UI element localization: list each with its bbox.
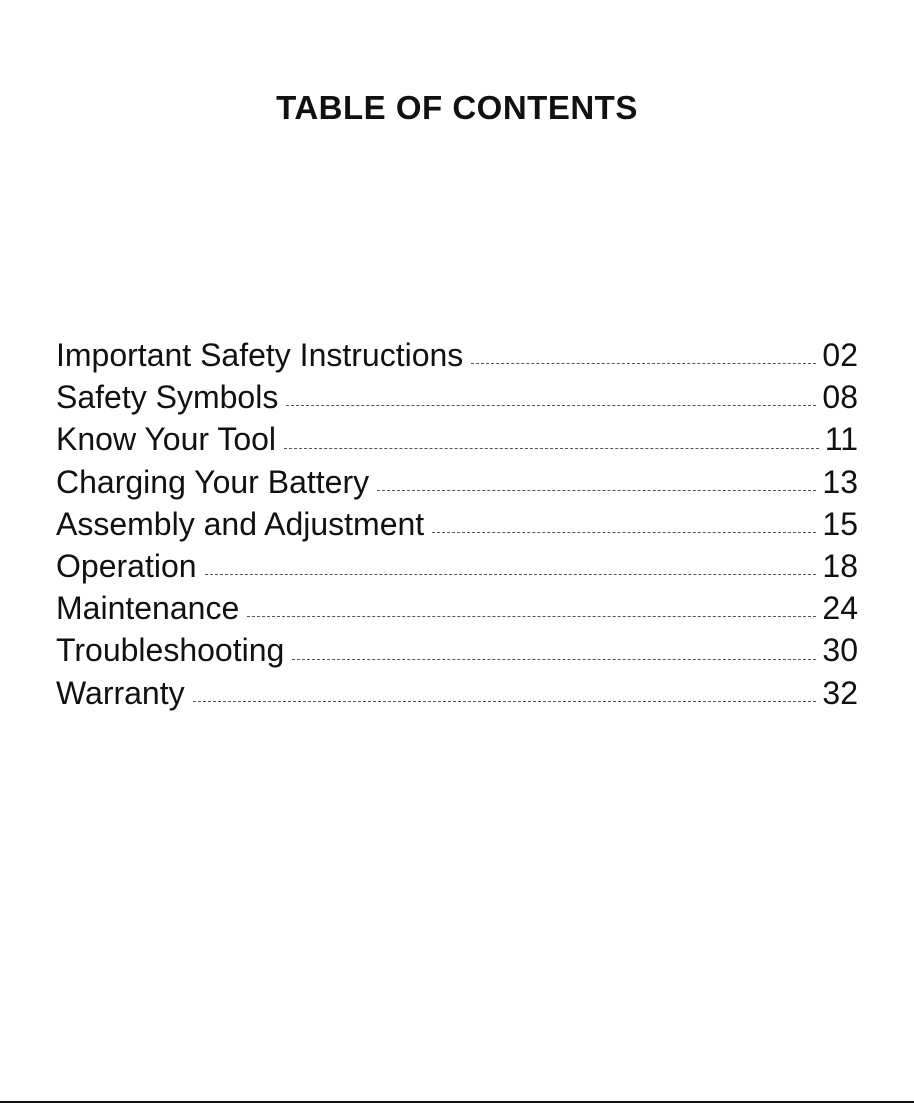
toc-entry-label: Important Safety Instructions xyxy=(56,337,464,373)
toc-entry-page-number: 15 xyxy=(822,505,858,542)
toc-entry-maintenance[interactable] xyxy=(56,587,858,629)
toc-entry-page-number: 18 xyxy=(822,547,858,584)
dot-leader xyxy=(377,490,816,491)
toc-entry-label: Troubleshooting xyxy=(56,632,285,669)
toc-entry-page-number: 13 xyxy=(822,463,858,500)
dot-leader xyxy=(432,532,816,533)
toc-entry-label: Maintenance xyxy=(56,590,240,627)
dot-leader xyxy=(284,448,819,449)
toc-entry-troubleshooting[interactable] xyxy=(56,629,858,671)
toc-entry-important-safety-instructions[interactable] xyxy=(56,334,858,376)
toc-entry-page-number: 32 xyxy=(822,674,858,711)
toc-entry-label: Operation xyxy=(56,547,197,584)
toc-entry-assembly-and-adjustment[interactable] xyxy=(56,503,858,545)
toc-entry-page-number: 24 xyxy=(822,590,858,627)
toc-entry-label: Know Your Tool xyxy=(56,421,277,458)
toc-entry-label: Warranty xyxy=(56,674,185,711)
table-of-contents xyxy=(56,334,858,714)
toc-entry-warranty[interactable] xyxy=(56,672,858,714)
dot-leader xyxy=(292,659,816,660)
toc-entry-label: Assembly and Adjustment xyxy=(56,505,425,542)
dot-leader xyxy=(247,616,816,617)
toc-entry-page-number: 02 xyxy=(822,337,858,373)
toc-entry-safety-symbols[interactable] xyxy=(56,376,858,418)
toc-entry-charging-your-battery[interactable] xyxy=(56,461,858,503)
toc-entry-operation[interactable] xyxy=(56,545,858,587)
toc-entry-label: Safety Symbols xyxy=(56,379,279,416)
dot-leader xyxy=(205,574,817,575)
dot-leader xyxy=(193,701,817,702)
toc-entry-page-number: 30 xyxy=(822,632,858,669)
toc-entry-page-number: 11 xyxy=(824,421,858,458)
page-title: TABLE OF CONTENTS xyxy=(276,89,638,126)
toc-entry-know-your-tool[interactable] xyxy=(56,418,858,460)
dot-leader xyxy=(286,405,816,406)
dot-leader xyxy=(471,363,816,364)
toc-entry-page-number: 08 xyxy=(822,379,858,416)
toc-entry-label: Charging Your Battery xyxy=(56,463,370,500)
